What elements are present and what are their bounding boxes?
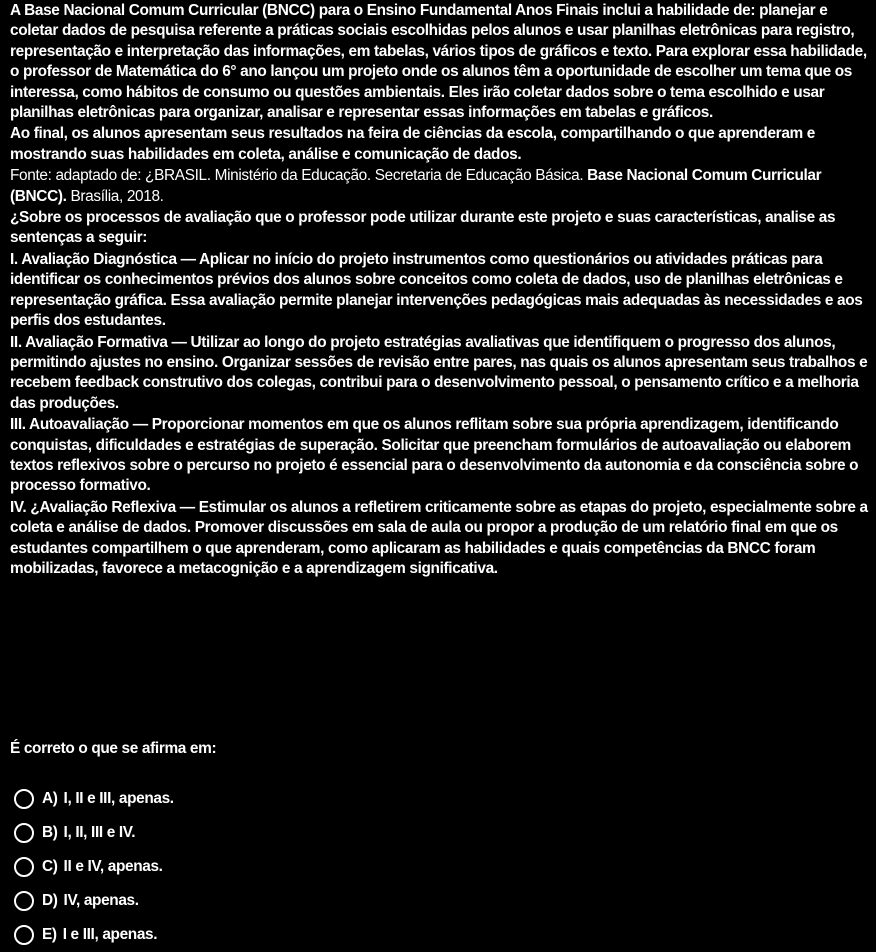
source-title: Base Nacional Comum Curricular (BNCC). bbox=[10, 167, 822, 205]
option-text: I, II, III e IV. bbox=[63, 824, 136, 841]
question-text: É correto o que se afirma em: bbox=[10, 740, 217, 757]
option-e[interactable] bbox=[14, 918, 174, 952]
statement-4: IV. ¿Avaliação Reflexiva — Estimular os alunos a refletirem criticamente sobre as etapas do projeto, especialmente sobre a coleta e análise de dados. Promover discussões em sala de aula ou propor a produção de um relatório final em que os estudantes compartilhem o que aprenderam, como aplicaram as habilidades e quais competências da BNCC foram mobilizadas, favorece a metacognição e a aprendizagem significativa. bbox=[10, 498, 868, 577]
option-text: I e III, apenas. bbox=[62, 926, 158, 943]
radio-icon[interactable] bbox=[14, 789, 34, 809]
radio-icon[interactable] bbox=[14, 891, 34, 911]
source-prefix: Fonte: adaptado de: ¿BRASIL. Ministério da Educação. Secretaria de Educação Básica. bbox=[10, 167, 588, 185]
radio-icon[interactable] bbox=[14, 857, 34, 877]
analysis-prompt: ¿Sobre os processos de avaliação que o professor pode utilizar durante este projeto e suas características, analise as sentenças a seguir: bbox=[10, 209, 836, 247]
radio-icon[interactable] bbox=[14, 925, 34, 945]
option-letter: B) bbox=[42, 824, 58, 841]
option-letter: D) bbox=[42, 892, 58, 909]
statement-3: III. Autoavaliação — Proporcionar momentos em que os alunos reflitam sobre sua própria aprendizagem, identificando conquistas, dificuldades e estratégias de superação. Solicitar que preencham formulários de autoavaliação ou elaborem textos reflexivos sobre o percurso no projeto é essencial para o desenvolvimento da autonomia e da consciência sobre o processo formativo. bbox=[10, 416, 859, 495]
intro-paragraph-1: A Base Nacional Comum Curricular (BNCC) para o Ensino Fundamental Anos Finais inclui a habilidade de: planejar e coletar dados de pesquisa referente a práticas sociais escolhidas pelos alunos e usar planilhas eletrônicas para registro, representação e interpretação das informações, em tabelas, vários tipos de gráficos e texto. Para explorar essa habilidade, o professor de Matemática do 6° ano lançou um projeto onde os alunos têm a oportunidade de escolher um tema que os interessa, como hábitos de consumo ou questões ambientais. Eles irão coletar dados sobre o tema escolhido e usar planilhas eletrônicas para organizar, analisar e representar essas informações em tabelas e gráficos. bbox=[10, 2, 867, 122]
option-letter: E) bbox=[42, 926, 57, 943]
source-citation bbox=[10, 166, 872, 207]
option-text: II e IV, apenas. bbox=[63, 858, 163, 875]
option-text: I, II e III, apenas. bbox=[63, 790, 174, 807]
option-text: IV, apenas. bbox=[63, 892, 139, 909]
statement-1: I. Avaliação Diagnóstica — Aplicar no início do projeto instrumentos como questionários ou atividades práticas para identificar os conhecimentos prévios dos alunos sobre conceitos como coleta de dados, uso de planilhas eletrônicas e representação gráfica. Essa avaliação permite planejar intervenções pedagógicas mais adequadas às necessidades e aos perfis dos estudantes. bbox=[10, 250, 863, 330]
statement-2: II. Avaliação Formativa — Utilizar ao longo do projeto estratégias avaliativas que identifiquem o progresso dos alunos, permitindo ajustes no ensino. Organizar sessões de revisão entre pares, nas quais os alunos apresentam seus trabalhos e recebem feedback construtivo dos colegas, contribui para o desenvolvimento pessoal, o pensamento crítico e a melhoria das produções. bbox=[10, 333, 868, 412]
intro-paragraph-2: Ao final, os alunos apresentam seus resultados na feira de ciências da escola, compartilhando o que aprenderam e mostrando suas habilidades em coleta, análise e comunicação de dados. bbox=[10, 125, 815, 163]
option-c[interactable] bbox=[14, 850, 174, 884]
source-suffix: Brasília, 2018. bbox=[66, 187, 164, 205]
option-b[interactable] bbox=[14, 816, 174, 850]
option-a[interactable] bbox=[14, 782, 174, 816]
option-letter: C) bbox=[42, 858, 58, 875]
answer-options bbox=[14, 782, 174, 952]
option-letter: A) bbox=[42, 790, 58, 807]
radio-icon[interactable] bbox=[14, 823, 34, 843]
option-d[interactable] bbox=[14, 884, 174, 918]
